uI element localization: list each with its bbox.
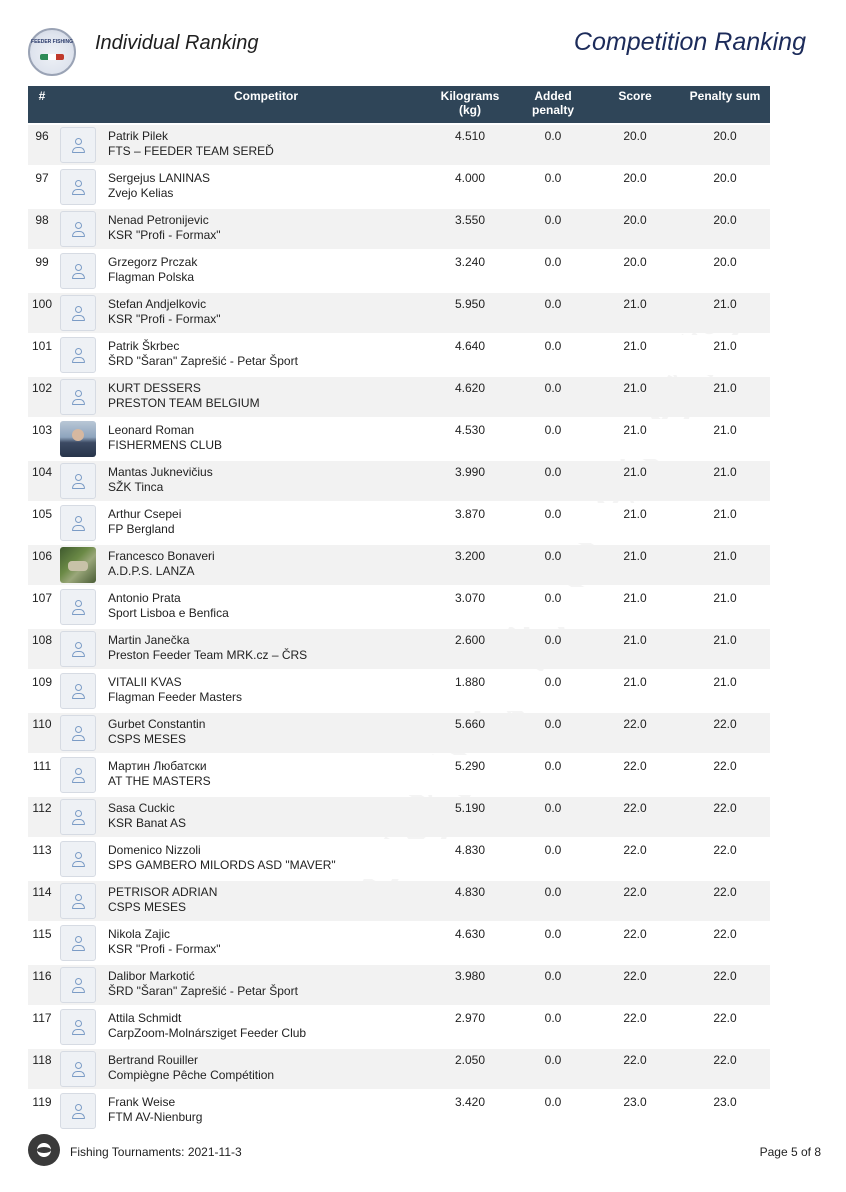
score-cell: 22.0 bbox=[590, 923, 680, 963]
table-row bbox=[28, 503, 770, 543]
user-avatar-icon bbox=[60, 169, 96, 205]
competitor-club: FP Bergland bbox=[108, 522, 175, 536]
score-cell: 22.0 bbox=[590, 1049, 680, 1089]
score-cell: 22.0 bbox=[590, 1007, 680, 1047]
user-avatar-icon bbox=[60, 589, 96, 625]
rank-cell: 102 bbox=[28, 377, 56, 417]
competitor-club: FISHERMENS CLUB bbox=[108, 438, 223, 452]
score-cell: 23.0 bbox=[590, 1091, 680, 1131]
competitor-club: Compiègne Pêche Compétition bbox=[108, 1068, 275, 1082]
avatar-cell bbox=[56, 461, 104, 501]
competitor-cell bbox=[104, 881, 424, 921]
table-row bbox=[28, 965, 770, 1005]
penalty-sum-cell: 22.0 bbox=[680, 881, 770, 921]
kilograms-cell: 4.830 bbox=[424, 881, 516, 921]
competitor-name: KURT DESSERS bbox=[108, 381, 201, 395]
user-avatar-icon bbox=[60, 379, 96, 415]
kilograms-cell: 3.420 bbox=[424, 1091, 516, 1131]
kilograms-cell: 2.600 bbox=[424, 629, 516, 669]
competitor-name: Nenad Petronijevic bbox=[108, 213, 209, 227]
competitor-photo bbox=[60, 421, 96, 457]
kilograms-cell: 3.870 bbox=[424, 503, 516, 543]
competitor-cell bbox=[104, 503, 424, 543]
competitor-name: Sergejus LANINAS bbox=[108, 171, 211, 185]
penalty-sum-cell: 22.0 bbox=[680, 839, 770, 879]
kilograms-cell: 4.830 bbox=[424, 839, 516, 879]
competitor-name: Antonio Prata bbox=[108, 591, 181, 605]
kilograms-cell: 1.880 bbox=[424, 671, 516, 711]
competitor-cell bbox=[104, 923, 424, 963]
score-cell: 21.0 bbox=[590, 419, 680, 459]
competitor-cell bbox=[104, 1049, 424, 1089]
user-avatar-icon bbox=[60, 757, 96, 793]
kilograms-cell: 2.970 bbox=[424, 1007, 516, 1047]
ranking-table bbox=[28, 84, 770, 1133]
avatar-cell bbox=[56, 671, 104, 711]
rank-cell: 114 bbox=[28, 881, 56, 921]
avatar-cell bbox=[56, 293, 104, 333]
competitor-cell bbox=[104, 335, 424, 375]
avatar-cell bbox=[56, 587, 104, 627]
competitor-club: SŽK Tinca bbox=[108, 480, 164, 494]
penalty-sum-cell: 21.0 bbox=[680, 503, 770, 543]
score-cell: 21.0 bbox=[590, 293, 680, 333]
user-avatar-icon bbox=[60, 337, 96, 373]
penalty-sum-cell: 22.0 bbox=[680, 755, 770, 795]
penalty-cell: 0.0 bbox=[516, 167, 590, 207]
score-cell: 20.0 bbox=[590, 209, 680, 249]
rank-cell: 107 bbox=[28, 587, 56, 627]
competitor-club: FTM AV-Nienburg bbox=[108, 1110, 203, 1124]
competitor-cell bbox=[104, 545, 424, 585]
avatar-cell bbox=[56, 965, 104, 1005]
penalty-cell: 0.0 bbox=[516, 545, 590, 585]
penalty-sum-cell: 21.0 bbox=[680, 377, 770, 417]
rank-cell: 106 bbox=[28, 545, 56, 585]
competitor-photo bbox=[60, 547, 96, 583]
avatar-cell bbox=[56, 1091, 104, 1131]
table-row bbox=[28, 755, 770, 795]
penalty-sum-cell: 21.0 bbox=[680, 545, 770, 585]
score-cell: 20.0 bbox=[590, 251, 680, 291]
table-row bbox=[28, 587, 770, 627]
score-cell: 21.0 bbox=[590, 587, 680, 627]
rank-cell: 103 bbox=[28, 419, 56, 459]
penalty-sum-cell: 22.0 bbox=[680, 713, 770, 753]
user-avatar-icon bbox=[60, 1009, 96, 1045]
table-row bbox=[28, 1091, 770, 1131]
user-avatar-icon bbox=[60, 463, 96, 499]
competitor-club: KSR "Profi - Formax" bbox=[108, 228, 221, 242]
table-row bbox=[28, 167, 770, 207]
competitor-name: Мартин Любатски bbox=[108, 759, 207, 773]
user-avatar-icon bbox=[60, 295, 96, 331]
page-footer bbox=[0, 1128, 846, 1178]
penalty-cell: 0.0 bbox=[516, 1007, 590, 1047]
score-cell: 20.0 bbox=[590, 125, 680, 165]
competitor-name: Patrik Škrbec bbox=[108, 339, 180, 353]
competitor-name: Nikola Zajic bbox=[108, 927, 171, 941]
table-row bbox=[28, 125, 770, 165]
avatar-cell bbox=[56, 335, 104, 375]
avatar-cell bbox=[56, 629, 104, 669]
kilograms-cell: 4.620 bbox=[424, 377, 516, 417]
competitor-club: Flagman Polska bbox=[108, 270, 195, 284]
table-header bbox=[28, 86, 770, 123]
page-subtitle: Individual Ranking bbox=[95, 32, 259, 54]
rank-cell: 109 bbox=[28, 671, 56, 711]
competitor-cell bbox=[104, 167, 424, 207]
penalty-cell: 0.0 bbox=[516, 755, 590, 795]
user-avatar-icon bbox=[60, 505, 96, 541]
table-row bbox=[28, 629, 770, 669]
score-cell: 21.0 bbox=[590, 335, 680, 375]
penalty-cell: 0.0 bbox=[516, 209, 590, 249]
penalty-cell: 0.0 bbox=[516, 797, 590, 837]
kilograms-cell: 5.660 bbox=[424, 713, 516, 753]
kilograms-cell: 3.990 bbox=[424, 461, 516, 501]
competitor-cell bbox=[104, 251, 424, 291]
user-avatar-icon bbox=[60, 967, 96, 1003]
competitor-name: Arthur Csepei bbox=[108, 507, 182, 521]
penalty-cell: 0.0 bbox=[516, 1049, 590, 1089]
user-avatar-icon bbox=[60, 127, 96, 163]
score-cell: 20.0 bbox=[590, 167, 680, 207]
kilograms-cell: 4.000 bbox=[424, 167, 516, 207]
competitor-club: Preston Feeder Team MRK.cz – ČRS bbox=[108, 648, 308, 662]
competitor-club: KSR Banat AS bbox=[108, 816, 187, 830]
user-avatar-icon bbox=[60, 253, 96, 289]
score-cell: 22.0 bbox=[590, 713, 680, 753]
avatar-cell bbox=[56, 251, 104, 291]
user-avatar-icon bbox=[60, 925, 96, 961]
kilograms-cell: 4.530 bbox=[424, 419, 516, 459]
avatar-cell bbox=[56, 503, 104, 543]
user-avatar-icon bbox=[60, 841, 96, 877]
competitor-club: AT THE MASTERS bbox=[108, 774, 211, 788]
user-avatar-icon bbox=[60, 1051, 96, 1087]
user-avatar-icon bbox=[60, 1093, 96, 1129]
col-rank: # bbox=[38, 89, 46, 103]
score-cell: 21.0 bbox=[590, 377, 680, 417]
penalty-cell: 0.0 bbox=[516, 923, 590, 963]
table-row bbox=[28, 881, 770, 921]
competitor-name: Domenico Nizzoli bbox=[108, 843, 201, 857]
competitor-name: Mantas Juknevičius bbox=[108, 465, 213, 479]
score-cell: 22.0 bbox=[590, 881, 680, 921]
table-row bbox=[28, 713, 770, 753]
score-cell: 21.0 bbox=[590, 629, 680, 669]
rank-cell: 116 bbox=[28, 965, 56, 1005]
table-row bbox=[28, 923, 770, 963]
competitor-club: Flagman Feeder Masters bbox=[108, 690, 243, 704]
competitor-name: Attila Schmidt bbox=[108, 1011, 182, 1025]
penalty-sum-cell: 21.0 bbox=[680, 629, 770, 669]
col-added-penalty bbox=[516, 86, 590, 123]
competitor-cell bbox=[104, 461, 424, 501]
competitor-name: Grzegorz Prczak bbox=[108, 255, 198, 269]
kilograms-cell: 3.980 bbox=[424, 965, 516, 1005]
page-header bbox=[0, 0, 846, 84]
rank-cell: 99 bbox=[28, 251, 56, 291]
penalty-cell: 0.0 bbox=[516, 461, 590, 501]
user-avatar-icon bbox=[60, 799, 96, 835]
avatar-cell bbox=[56, 209, 104, 249]
penalty-cell: 0.0 bbox=[516, 125, 590, 165]
penalty-sum-cell: 20.0 bbox=[680, 125, 770, 165]
competitor-cell bbox=[104, 293, 424, 333]
footer-logo bbox=[28, 1134, 60, 1166]
competitor-club: ŠRD "Šaran" Zaprešić - Petar Šport bbox=[108, 984, 298, 998]
penalty-cell: 0.0 bbox=[516, 1091, 590, 1131]
rank-cell: 115 bbox=[28, 923, 56, 963]
penalty-sum-cell: 21.0 bbox=[680, 419, 770, 459]
rank-cell: 118 bbox=[28, 1049, 56, 1089]
score-cell: 21.0 bbox=[590, 461, 680, 501]
avatar-cell bbox=[56, 797, 104, 837]
competitor-name: Francesco Bonaveri bbox=[108, 549, 215, 563]
competitor-name: VITALII KVAS bbox=[108, 675, 182, 689]
kilograms-cell: 3.200 bbox=[424, 545, 516, 585]
penalty-sum-cell: 22.0 bbox=[680, 1049, 770, 1089]
col-competitor: Competitor bbox=[234, 89, 298, 103]
competitor-name: Bertrand Rouiller bbox=[108, 1053, 199, 1067]
penalty-cell: 0.0 bbox=[516, 629, 590, 669]
competitor-club: SPS GAMBERO MILORDS ASD "MAVER" bbox=[108, 858, 336, 872]
score-cell: 22.0 bbox=[590, 755, 680, 795]
kilograms-cell: 4.640 bbox=[424, 335, 516, 375]
penalty-cell: 0.0 bbox=[516, 965, 590, 1005]
avatar-cell bbox=[56, 125, 104, 165]
rank-cell: 104 bbox=[28, 461, 56, 501]
table-row bbox=[28, 377, 770, 417]
col-kilograms bbox=[424, 86, 516, 123]
user-avatar-icon bbox=[60, 211, 96, 247]
competitor-club: KSR "Profi - Formax" bbox=[108, 312, 221, 326]
table-row bbox=[28, 293, 770, 333]
rank-cell: 119 bbox=[28, 1091, 56, 1131]
penalty-cell: 0.0 bbox=[516, 335, 590, 375]
avatar-cell bbox=[56, 1049, 104, 1089]
penalty-sum-cell: 22.0 bbox=[680, 1007, 770, 1047]
kilograms-cell: 4.510 bbox=[424, 125, 516, 165]
competitor-club: CarpZoom-Molnársziget Feeder Club bbox=[108, 1026, 307, 1040]
table-row bbox=[28, 251, 770, 291]
penalty-sum-cell: 23.0 bbox=[680, 1091, 770, 1131]
competitor-name: Sasa Cuckic bbox=[108, 801, 175, 815]
competitor-name: PETRISOR ADRIAN bbox=[108, 885, 218, 899]
competitor-name: Frank Weise bbox=[108, 1095, 176, 1109]
score-cell: 22.0 bbox=[590, 797, 680, 837]
penalty-cell: 0.0 bbox=[516, 503, 590, 543]
kilograms-cell: 5.290 bbox=[424, 755, 516, 795]
competitor-cell bbox=[104, 419, 424, 459]
penalty-sum-cell: 21.0 bbox=[680, 293, 770, 333]
page-title: Competition Ranking bbox=[573, 28, 806, 56]
table-row bbox=[28, 335, 770, 375]
competitor-name: Martin Janečka bbox=[108, 633, 190, 647]
competitor-club: KSR "Profi - Formax" bbox=[108, 942, 221, 956]
table-row bbox=[28, 461, 770, 501]
score-cell: 21.0 bbox=[590, 545, 680, 585]
rank-cell: 96 bbox=[28, 125, 56, 165]
rank-cell: 111 bbox=[28, 755, 56, 795]
penalty-cell: 0.0 bbox=[516, 251, 590, 291]
penalty-cell: 0.0 bbox=[516, 881, 590, 921]
avatar-cell bbox=[56, 377, 104, 417]
col-score: Score bbox=[618, 89, 652, 103]
rank-cell: 108 bbox=[28, 629, 56, 669]
competitor-club: PRESTON TEAM BELGIUM bbox=[108, 396, 260, 410]
kilograms-cell: 3.550 bbox=[424, 209, 516, 249]
user-avatar-icon bbox=[60, 883, 96, 919]
penalty-sum-cell: 21.0 bbox=[680, 461, 770, 501]
competitor-name: Dalibor Markotić bbox=[108, 969, 195, 983]
col-kilograms-line2: (kg) bbox=[459, 103, 481, 117]
penalty-cell: 0.0 bbox=[516, 293, 590, 333]
kilograms-cell: 4.630 bbox=[424, 923, 516, 963]
rank-cell: 101 bbox=[28, 335, 56, 375]
competitor-cell bbox=[104, 755, 424, 795]
competitor-name: Leonard Roman bbox=[108, 423, 195, 437]
col-penalty-sum: Penalty sum bbox=[689, 89, 761, 103]
footer-text: Fishing Tournaments: 2021-11-3 bbox=[70, 1145, 242, 1159]
competitor-cell bbox=[104, 671, 424, 711]
penalty-cell: 0.0 bbox=[516, 671, 590, 711]
avatar-cell bbox=[56, 545, 104, 585]
table-row bbox=[28, 419, 770, 459]
competitor-cell bbox=[104, 1091, 424, 1131]
competitor-cell bbox=[104, 125, 424, 165]
table-row bbox=[28, 1049, 770, 1089]
rank-cell: 110 bbox=[28, 713, 56, 753]
competitor-club: FTS – FEEDER TEAM SEREĎ bbox=[108, 144, 274, 158]
penalty-cell: 0.0 bbox=[516, 587, 590, 627]
user-avatar-icon bbox=[60, 673, 96, 709]
competitor-name: Gurbet Constantin bbox=[108, 717, 206, 731]
avatar-cell bbox=[56, 755, 104, 795]
penalty-sum-cell: 21.0 bbox=[680, 587, 770, 627]
logo-text: FEEDER FISHING bbox=[31, 39, 73, 45]
col-kilograms-line1: Kilograms bbox=[440, 89, 500, 103]
competitor-club: A.D.P.S. LANZA bbox=[108, 564, 195, 578]
table-row bbox=[28, 797, 770, 837]
competitor-club: Zvejo Kelias bbox=[108, 186, 174, 200]
competitor-name: Stefan Andjelkovic bbox=[108, 297, 207, 311]
avatar-cell bbox=[56, 713, 104, 753]
table-row bbox=[28, 209, 770, 249]
rank-cell: 112 bbox=[28, 797, 56, 837]
penalty-cell: 0.0 bbox=[516, 713, 590, 753]
competitor-club: CSPS MESES bbox=[108, 900, 187, 914]
kilograms-cell: 5.950 bbox=[424, 293, 516, 333]
score-cell: 22.0 bbox=[590, 839, 680, 879]
federation-logo bbox=[28, 28, 76, 76]
avatar-cell bbox=[56, 881, 104, 921]
kilograms-cell: 5.190 bbox=[424, 797, 516, 837]
rank-cell: 105 bbox=[28, 503, 56, 543]
competitor-cell bbox=[104, 965, 424, 1005]
competitor-cell bbox=[104, 839, 424, 879]
penalty-cell: 0.0 bbox=[516, 839, 590, 879]
kilograms-cell: 3.070 bbox=[424, 587, 516, 627]
table-row bbox=[28, 671, 770, 711]
rank-cell: 98 bbox=[28, 209, 56, 249]
table-body bbox=[28, 125, 770, 1131]
penalty-sum-cell: 20.0 bbox=[680, 167, 770, 207]
user-avatar-icon bbox=[60, 631, 96, 667]
penalty-sum-cell: 22.0 bbox=[680, 923, 770, 963]
user-avatar-icon bbox=[60, 715, 96, 751]
competitor-cell bbox=[104, 377, 424, 417]
rank-cell: 100 bbox=[28, 293, 56, 333]
penalty-sum-cell: 20.0 bbox=[680, 209, 770, 249]
penalty-sum-cell: 20.0 bbox=[680, 251, 770, 291]
avatar-cell bbox=[56, 839, 104, 879]
col-penalty-line1: Added bbox=[534, 89, 572, 103]
penalty-sum-cell: 21.0 bbox=[680, 335, 770, 375]
rank-cell: 113 bbox=[28, 839, 56, 879]
score-cell: 22.0 bbox=[590, 965, 680, 1005]
competitor-name: Patrik Pilek bbox=[108, 129, 169, 143]
table-row bbox=[28, 839, 770, 879]
avatar-cell bbox=[56, 167, 104, 207]
score-cell: 21.0 bbox=[590, 671, 680, 711]
penalty-sum-cell: 22.0 bbox=[680, 797, 770, 837]
kilograms-cell: 3.240 bbox=[424, 251, 516, 291]
competitor-cell bbox=[104, 209, 424, 249]
table-row bbox=[28, 1007, 770, 1047]
competitor-cell bbox=[104, 587, 424, 627]
penalty-sum-cell: 22.0 bbox=[680, 965, 770, 1005]
col-penalty-line2: penalty bbox=[531, 103, 574, 117]
page-number: Page 5 of 8 bbox=[759, 1145, 821, 1159]
competitor-club: ŠRD "Šaran" Zaprešić - Petar Šport bbox=[108, 354, 298, 368]
penalty-cell: 0.0 bbox=[516, 377, 590, 417]
competitor-cell bbox=[104, 629, 424, 669]
competitor-cell bbox=[104, 1007, 424, 1047]
avatar-cell bbox=[56, 1007, 104, 1047]
kilograms-cell: 2.050 bbox=[424, 1049, 516, 1089]
avatar-cell bbox=[56, 419, 104, 459]
rank-cell: 117 bbox=[28, 1007, 56, 1047]
competitor-club: CSPS MESES bbox=[108, 732, 187, 746]
penalty-cell: 0.0 bbox=[516, 419, 590, 459]
penalty-sum-cell: 21.0 bbox=[680, 671, 770, 711]
score-cell: 21.0 bbox=[590, 503, 680, 543]
competitor-club: Sport Lisboa e Benfica bbox=[108, 606, 229, 620]
table-row bbox=[28, 545, 770, 585]
rank-cell: 97 bbox=[28, 167, 56, 207]
avatar-cell bbox=[56, 923, 104, 963]
competitor-cell bbox=[104, 713, 424, 753]
competitor-cell bbox=[104, 797, 424, 837]
col-avatar bbox=[56, 86, 104, 123]
